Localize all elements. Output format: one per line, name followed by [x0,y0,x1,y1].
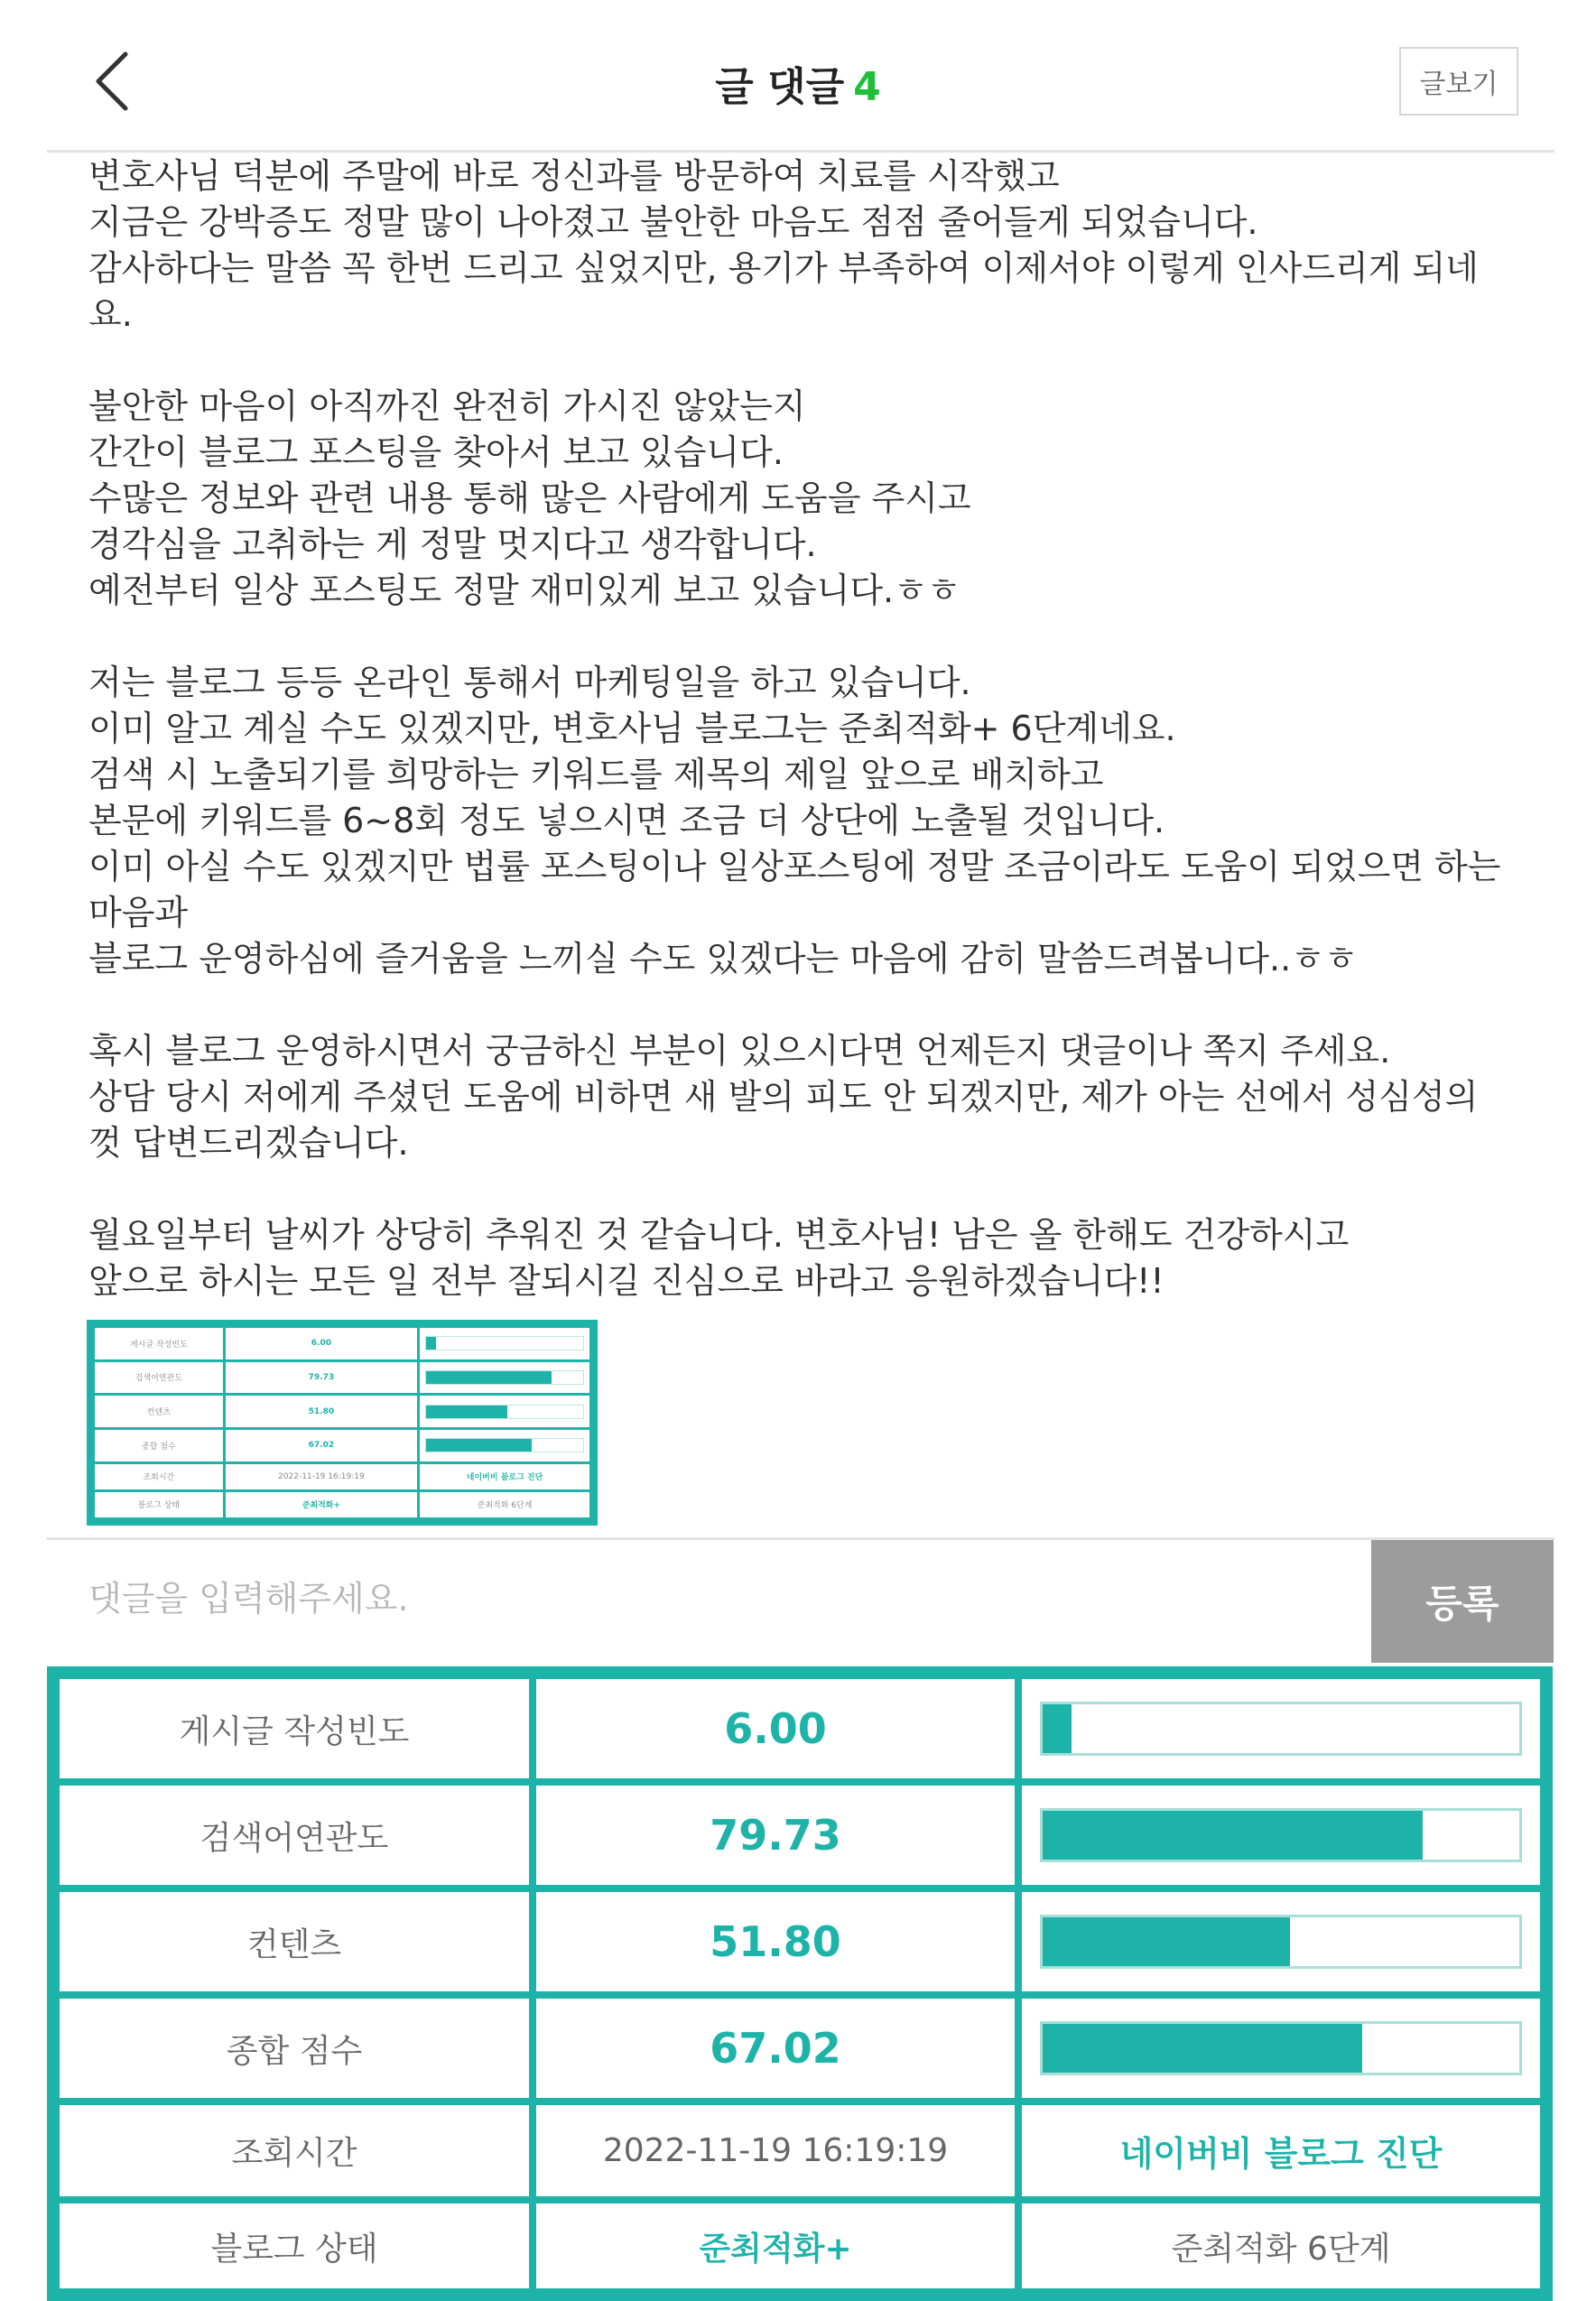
thumb-bar-fill [426,1439,532,1452]
page-title-text: 글 댓글 [715,64,845,110]
page-title [0,54,1596,112]
thumb-bar-fill [426,1371,552,1384]
thumb-row [95,1328,589,1359]
diagnosis-row [60,1679,1540,1778]
diagnosis-label: 종합 점수 [60,1999,529,2098]
diagnosis-label: 컨텐츠 [60,1892,529,1991]
diagnosis-label: 검색어연관도 [60,1786,529,1885]
thumb-value: 51.80 [226,1396,417,1427]
thumb-bar-cell [420,1362,589,1394]
thumb-row [95,1464,589,1489]
diagnosis-bar-cell [1022,1999,1540,2098]
comment-paragraph: 변호사님 덕분에 주말에 바로 정신과를 방문하여 치료를 시작했고 지금은 강박증도 정말 많이 나아졌고 불안한 마음도 점점 줄어들게 되었습니다. 감사하다는 말씀 꼭 한번 드리고 싶었지만, 용기가 부족하여 이제서야 이렇게 인사드리게 되네 요. [88,156,1479,334]
thumb-label: 컨텐츠 [95,1396,223,1427]
thumb-detail: 준최적화 6단계 [420,1492,589,1517]
diagnosis-row [60,1786,1540,1885]
score-bar [1040,2021,1522,2075]
header-divider [47,150,1554,153]
diagnosis-row [60,2105,1540,2196]
thumb-bar-fill [426,1406,507,1418]
comment-paragraph: 월요일부터 날씨가 상당히 추워진 것 같습니다. 변호사님! 남은 올 한해도 건강하시고 앞으로 하시는 모든 일 전부 잘되시길 진심으로 바라고 응원하겠습니다!! [88,1215,1350,1301]
diagnosis-row [60,1892,1540,1991]
thumb-bar-fill [426,1337,435,1350]
blog-status-value: 준최적화+ [536,2204,1015,2288]
comment-paragraph: 혹시 블로그 운영하시면서 궁금하신 부분이 있으시다면 언제든지 댓글이나 쪽지 주세요. 상담 당시 저에게 주셨던 도움에 비하면 새 발의 피도 안 되겠지만, 제가 아는 선에서 성심성의 껏 답변드리겠습니다. [88,1031,1479,1163]
diagnosis-row [60,1999,1540,2098]
submit-comment-button[interactable]: 등록 [1371,1540,1554,1663]
lookup-time-value: 2022-11-19 16:19:19 [536,2105,1015,2196]
score-bar-fill [1043,1811,1423,1860]
diagnosis-label: 조회시간 [60,2105,529,2196]
thumb-label: 검색어연관도 [95,1362,223,1394]
diagnosis-bar-cell [1022,1892,1540,1991]
thumb-label: 종합 점수 [95,1430,223,1461]
thumb-bar [425,1438,584,1452]
blog-status-detail: 준최적화 6단계 [1022,2204,1540,2288]
thumb-bar [425,1405,584,1419]
thumb-bar-cell [420,1430,589,1461]
blog-diagnosis-link[interactable]: 네이버비 블로그 진단 [1022,2105,1540,2196]
thumb-value: 67.02 [226,1430,417,1461]
thumb-bar-cell [420,1396,589,1427]
thumb-label: 조회시간 [95,1464,223,1489]
thumb-row [95,1492,589,1517]
thumb-row [95,1430,589,1461]
thumb-bar [425,1370,584,1385]
diagnosis-label: 블로그 상태 [60,2204,529,2288]
input-divider [47,1537,1554,1540]
thumb-label: 블로그 상태 [95,1492,223,1517]
thumb-value: 준최적화+ [226,1492,417,1517]
score-bar [1040,1702,1522,1756]
diagnosis-bar-cell [1022,1786,1540,1885]
comment-body [88,153,1533,1304]
view-post-button[interactable]: 글보기 [1399,47,1518,116]
comment-input[interactable] [87,1553,1354,1645]
thumb-row [95,1396,589,1427]
blog-diagnosis-table [47,1666,1553,2301]
thumb-link: 네이버비 블로그 진단 [420,1464,589,1489]
comment-paragraph: 불안한 마음이 아직까진 완전히 가시진 않았는지 간간이 블로그 포스팅을 찾아서 보고 있습니다. 수많은 정보와 관련 내용 통해 많은 사람에게 도움을 주시고 경각심을 고취하는 게 정말 멋지다고 생각합니다. 예전부터 일상 포스팅도 정말 재미있게 보고 있습니다.ㅎㅎ [88,386,971,610]
thumb-bar [425,1336,584,1350]
diagnosis-label: 게시글 작성빈도 [60,1679,529,1778]
score-bar-fill [1043,2024,1362,2073]
diagnosis-value: 67.02 [536,1999,1015,2098]
thumb-value: 79.73 [226,1362,417,1394]
score-bar-fill [1043,1917,1290,1966]
diagnosis-value: 51.80 [536,1892,1015,1991]
diagnosis-value: 6.00 [536,1679,1015,1778]
thumb-value: 2022-11-19 16:19:19 [226,1464,417,1489]
thumb-label: 게시글 작성빈도 [95,1328,223,1359]
diagnosis-value: 79.73 [536,1786,1015,1885]
comment-paragraph: 저는 블로그 등등 온라인 통해서 마케팅일을 하고 있습니다. 이미 알고 계실 수도 있겠지만, 변호사님 블로그는 준최적화+ 6단계네요. 검색 시 노출되기를 희망하는 키워드를 제목의 제일 앞으로 배치하고 본문에 키워드를 6~8회 정도 넣으시면 조금 더 상단에 노출될 것입니다. 이미 아실 수도 있겠지만 법률 포스팅이나 일상포스팅에 정말 조금이라도 도움이 되었으면 하는 마음과 블로그 운영하심에 즐거움을 느끼실 수도 있겠다는 마음에 감히 말씀드려봅니다..ㅎㅎ [88,663,1501,979]
diagnosis-bar-cell [1022,1679,1540,1778]
score-bar [1040,1915,1522,1969]
thumb-bar-cell [420,1328,589,1359]
score-bar-fill [1043,1704,1072,1753]
diagnosis-row [60,2204,1540,2288]
thumb-value: 6.00 [226,1328,417,1359]
score-bar [1040,1808,1522,1862]
comment-count: 4 [853,64,881,110]
attached-image-thumbnail[interactable] [87,1320,598,1526]
thumb-row [95,1362,589,1394]
app-header [0,0,1596,153]
